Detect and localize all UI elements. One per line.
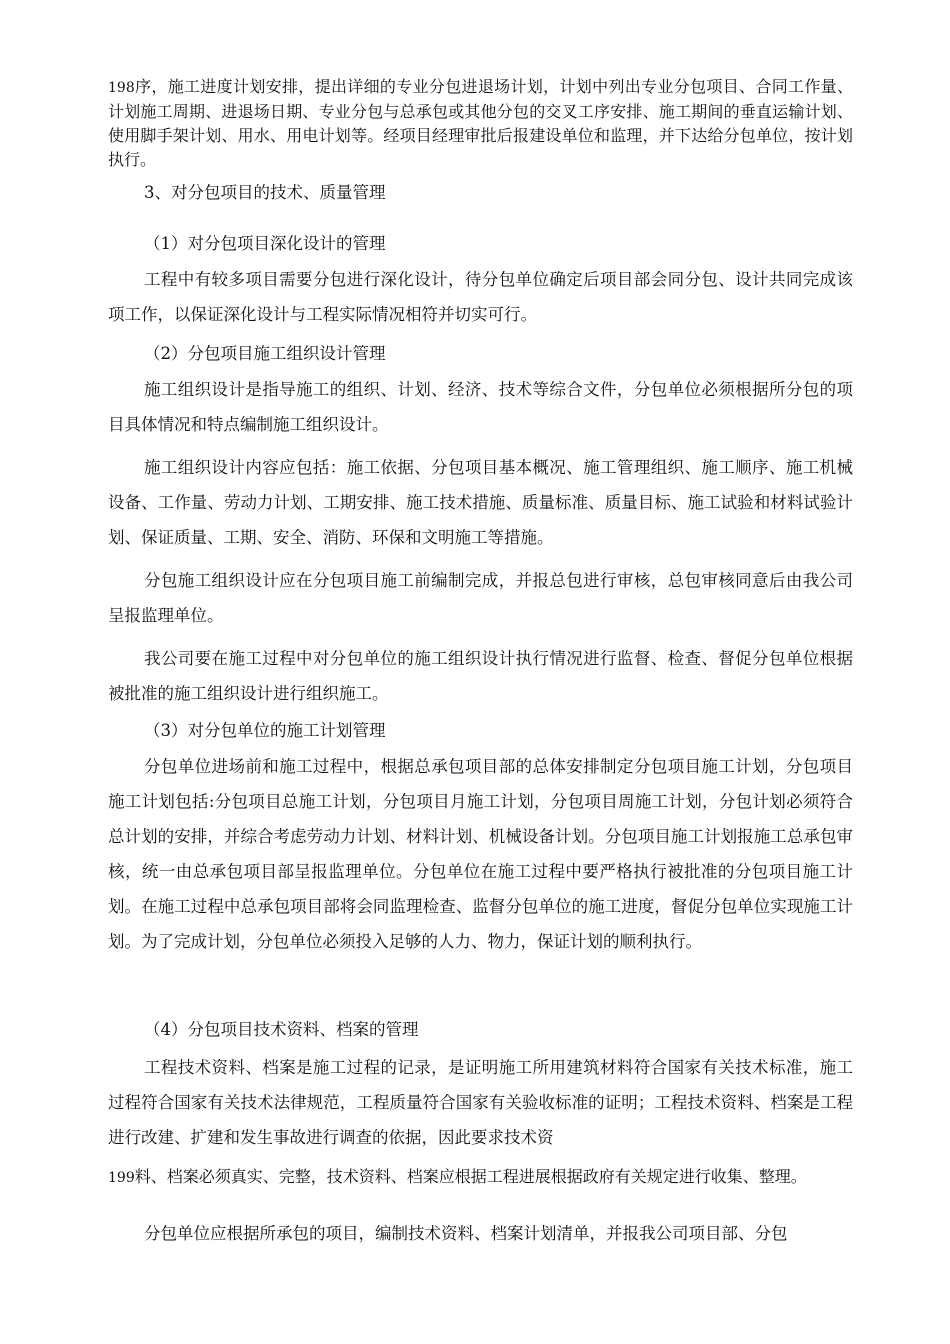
paragraph-text: 序，施工进度计划安排，提出详细的专业分包进退场计划，计划中列出专业分包项目、合同工作量、计划施工周期、进退场日期、专业分包与总承包或其他分包的交叉工序安排、施工期间的垂直运输计划、使用脚手架计划、用水、用电计划等。经项目经理审批后报建设单位和监理，并下达给分包单位，按计划执行。 bbox=[108, 77, 853, 169]
paragraph-text: 料、档案必须真实、完整，技术资料、档案应根据工程进展根据政府有关规定进行收集、整理。 bbox=[134, 1167, 807, 1186]
paragraph: 分包单位进场前和施工过程中，根据总承包项目部的总体安排制定分包项目施工计划，分包项目施工计划包括:分包项目总施工计划，分包项目月施工计划，分包项目周施工计划，分包计划必须符合总计划的安排，并综合考虑劳动力计划、材料计划、机械设备计划。分包项目施工计划报施工总承包审核，统一由总承包项目部呈报监理单位。分包单位在施工过程中要严格执行被批准的分包项目施工计划。在施工过程中总承包项目部将会同监理检查、监督分包单位的施工进度，督促分包单位实现施工计划。为了完成计划，分包单位必须投入足够的人力、物力，保证计划的顺利执行。 bbox=[108, 757, 853, 951]
paragraph: 分包施工组织设计应在分包项目施工前编制完成，并报总包进行审核，总包审核同意后由我公司呈报监理单位。 bbox=[108, 571, 853, 625]
section-heading: 3、对分包项目的技术、质量管理 bbox=[144, 183, 386, 202]
paragraph: 分包单位应根据所承包的项目，编制技术资料、档案计划清单，并报我公司项目部、分包 bbox=[144, 1224, 788, 1243]
paragraph: 施工组织设计是指导施工的组织、计划、经济、技术等综合文件，分包单位必须根据所分包的项目具体情况和特点编制施工组织设计。 bbox=[108, 380, 853, 434]
paragraph: 施工组织设计内容应包括：施工依据、分包项目基本概况、施工管理组织、施工顺序、施工机械设备、工作量、劳动力计划、工期安排、施工技术措施、质量标准、质量目标、施工试验和材料试验计划、保证质量、工期、安全、消防、环保和文明施工等措施。 bbox=[108, 458, 853, 547]
subsection-heading: （1）对分包项目深化设计的管理 bbox=[144, 234, 386, 253]
paragraph: 工程技术资料、档案是施工过程的记录，是证明施工所用建筑材料符合国家有关技术标准，施工过程符合国家有关技术法律规范，工程质量符合国家有关验收标准的证明；工程技术资料、档案是工程进行改建、扩建和发生事故进行调查的依据，因此要求技术资 bbox=[108, 1058, 853, 1147]
page-number: 198 bbox=[108, 80, 135, 96]
paragraph: 我公司要在施工过程中对分包单位的施工组织设计执行情况进行监督、检查、督促分包单位根据被批准的施工组织设计进行组织施工。 bbox=[108, 649, 853, 703]
paragraph-continued-199 bbox=[108, 1165, 853, 1190]
subsection-heading: （2）分包项目施工组织设计管理 bbox=[144, 344, 386, 363]
paragraph-continued-198 bbox=[108, 75, 853, 172]
subsection-heading: （4）分包项目技术资料、档案的管理 bbox=[144, 1020, 419, 1039]
subsection-heading: （3）对分包单位的施工计划管理 bbox=[144, 721, 386, 740]
page-number: 199 bbox=[108, 1170, 135, 1186]
paragraph: 工程中有较多项目需要分包进行深化设计，待分包单位确定后项目部会同分包、设计共同完成该项工作，以保证深化设计与工程实际情况相符并切实可行。 bbox=[108, 270, 853, 324]
